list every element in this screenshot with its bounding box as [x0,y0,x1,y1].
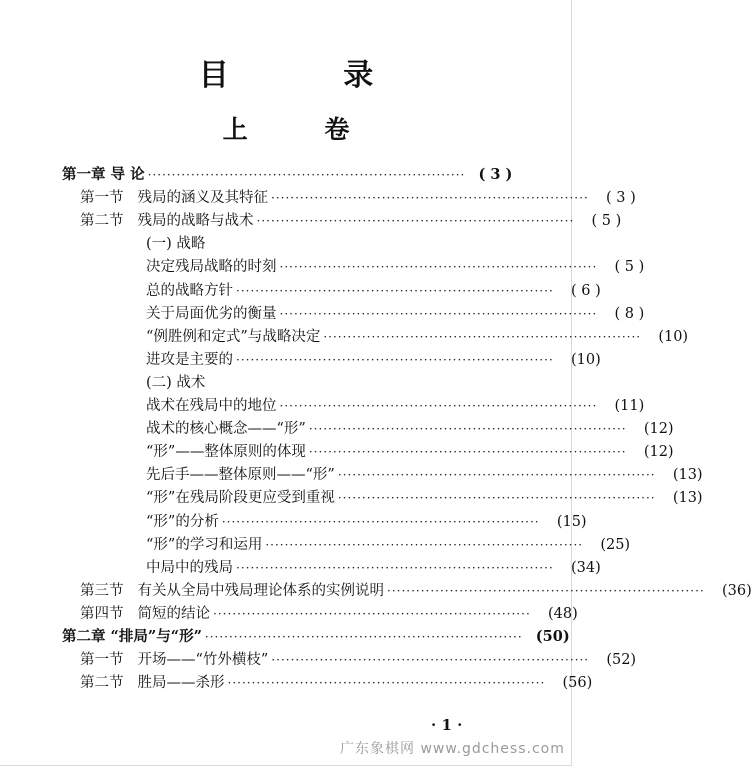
toc-section-number: 第四节 [80,605,124,622]
toc-page-number: ( 5 ) [591,213,622,230]
toc-entry-label: 战术的核心概念——“形” [146,421,306,438]
toc-page-number: (15) [556,513,587,530]
toc-page-number: (34) [571,559,601,576]
dot-leader: ·································································· [308,445,627,460]
toc-entry-label: “例胜例和定式”与战略决定 [146,328,321,345]
toc-page-number: ( 5 ) [614,259,645,276]
dot-leader: ·································································· [279,306,598,321]
toc-entry-label: (一) 战略 [146,236,206,253]
dot-leader: ·································································· [308,422,627,437]
toc-page-number: (25) [600,536,631,553]
toc-entry-label: 有关从全局中残局理论体系的实例说明 [137,582,384,599]
toc-row-section [80,602,578,624]
toc-page-number: (13) [672,467,703,484]
dot-leader: ·································································· [204,630,523,644]
toc-row-item [146,348,601,370]
toc-row-chapter [62,163,513,185]
toc-entry-label: 关于局面优劣的衡量 [146,305,277,322]
dot-leader: ·································································· [221,514,540,529]
toc-row-item [146,325,689,347]
toc-page-number: ( 3 ) [478,166,513,183]
toc-section-number: 第二节 [80,675,124,692]
toc-page-number: (13) [672,490,703,507]
toc-row-item [146,279,601,301]
dot-leader: ·································································· [213,606,531,621]
dot-leader: ·································································· [256,214,575,229]
dot-leader: ·································································· [337,468,656,483]
toc-entry-label: 残局的涵义及其特征 [137,190,268,207]
dot-leader: ·································································· [236,560,554,575]
dot-leader: ·································································· [271,191,589,206]
toc-row-item [146,394,645,416]
toc-row-chapter [62,625,570,647]
toc-section-number: 第二节 [80,213,124,230]
toc-row-item [146,486,703,508]
toc-page-number: (10) [658,328,689,345]
toc-entry-label: 开场——“竹外横枝” [137,652,269,669]
toc-section-number: 第三节 [80,582,124,599]
toc-page-number: (10) [571,351,601,368]
toc-row-item [146,417,674,439]
toc-row-section [80,186,636,208]
toc-page-number: ( 6 ) [571,282,601,299]
toc-row-item [146,556,601,578]
toc-entry-label: “形”的分析 [146,513,219,530]
dot-leader: ·································································· [271,653,590,668]
toc-entry-label: 进攻是主要的 [146,351,233,368]
toc-page-number: (48) [548,605,578,622]
toc-row-item [146,440,674,462]
toc-page-number: (56) [562,675,593,692]
toc-entry-label: 第一章 导 论 [62,166,145,183]
toc-page-number: (50) [535,628,570,645]
dot-leader: ·································································· [236,352,554,367]
dot-leader: ·································································· [227,676,546,691]
toc-row-heading [146,232,503,254]
toc-section-number: 第一节 [80,190,124,207]
toc-row-item [146,510,587,532]
toc-page-number: ( 3 ) [606,190,636,207]
toc-row-item [146,533,631,555]
dot-leader: ·································································· [279,260,598,275]
toc-row-section [80,671,593,693]
dot-leader: ·································································· [387,583,705,598]
toc-page-number: (12) [643,421,674,438]
toc-entry-label: 第二章 “排局”与“形” [62,628,202,645]
toc-row-item [146,302,645,324]
toc-row-heading [146,371,503,393]
toc-entry-label: 胜局——杀形 [137,675,225,692]
dot-leader: ·································································· [323,329,642,344]
toc-entry-label: 残局的战略与战术 [137,213,254,230]
dot-leader: ·································································· [147,168,466,182]
toc-page-number: ( 8 ) [614,305,645,322]
toc-entry-label: 先后手——整体原则——“形” [146,467,335,484]
toc-row-item [146,255,645,277]
toc-entry-label: “形”在残局阶段更应受到重视 [146,490,335,507]
toc-entry-label: “形”——整体原则的体现 [146,444,306,461]
toc-page-number: (52) [606,652,637,669]
toc-row-section [80,209,622,231]
toc-page-number: (12) [643,444,674,461]
toc-row-section [80,579,752,601]
toc-entry-label: 中局中的残局 [146,559,233,576]
dot-leader: ·································································· [337,491,656,506]
dot-leader: ·································································· [279,399,598,413]
toc-entry-label: 总的战略方针 [146,282,233,299]
toc-entry-label: “形”的学习和运用 [146,536,263,553]
toc-page-number: (36) [722,582,752,599]
toc-page-number: (11) [614,398,645,414]
toc-section-number: 第一节 [80,652,124,669]
dot-leader: ·································································· [236,283,554,298]
watermark: 广东象棋网 www.gdchess.com [340,741,565,757]
dot-leader: ·································································· [265,537,584,552]
toc-row-section [80,648,637,670]
toc-entry-label: (二) 战术 [146,374,206,391]
toc-row-item [146,463,703,485]
toc-entry-label: 简短的结论 [137,605,210,622]
page-number: · 1 · [431,716,463,734]
volume-title: 上 卷 [222,115,384,144]
toc-entry-label: 战术在残局中的地位 [146,398,277,414]
toc-entry-label: 决定残局战略的时刻 [146,259,277,276]
page-title: 目 录 [198,58,426,93]
